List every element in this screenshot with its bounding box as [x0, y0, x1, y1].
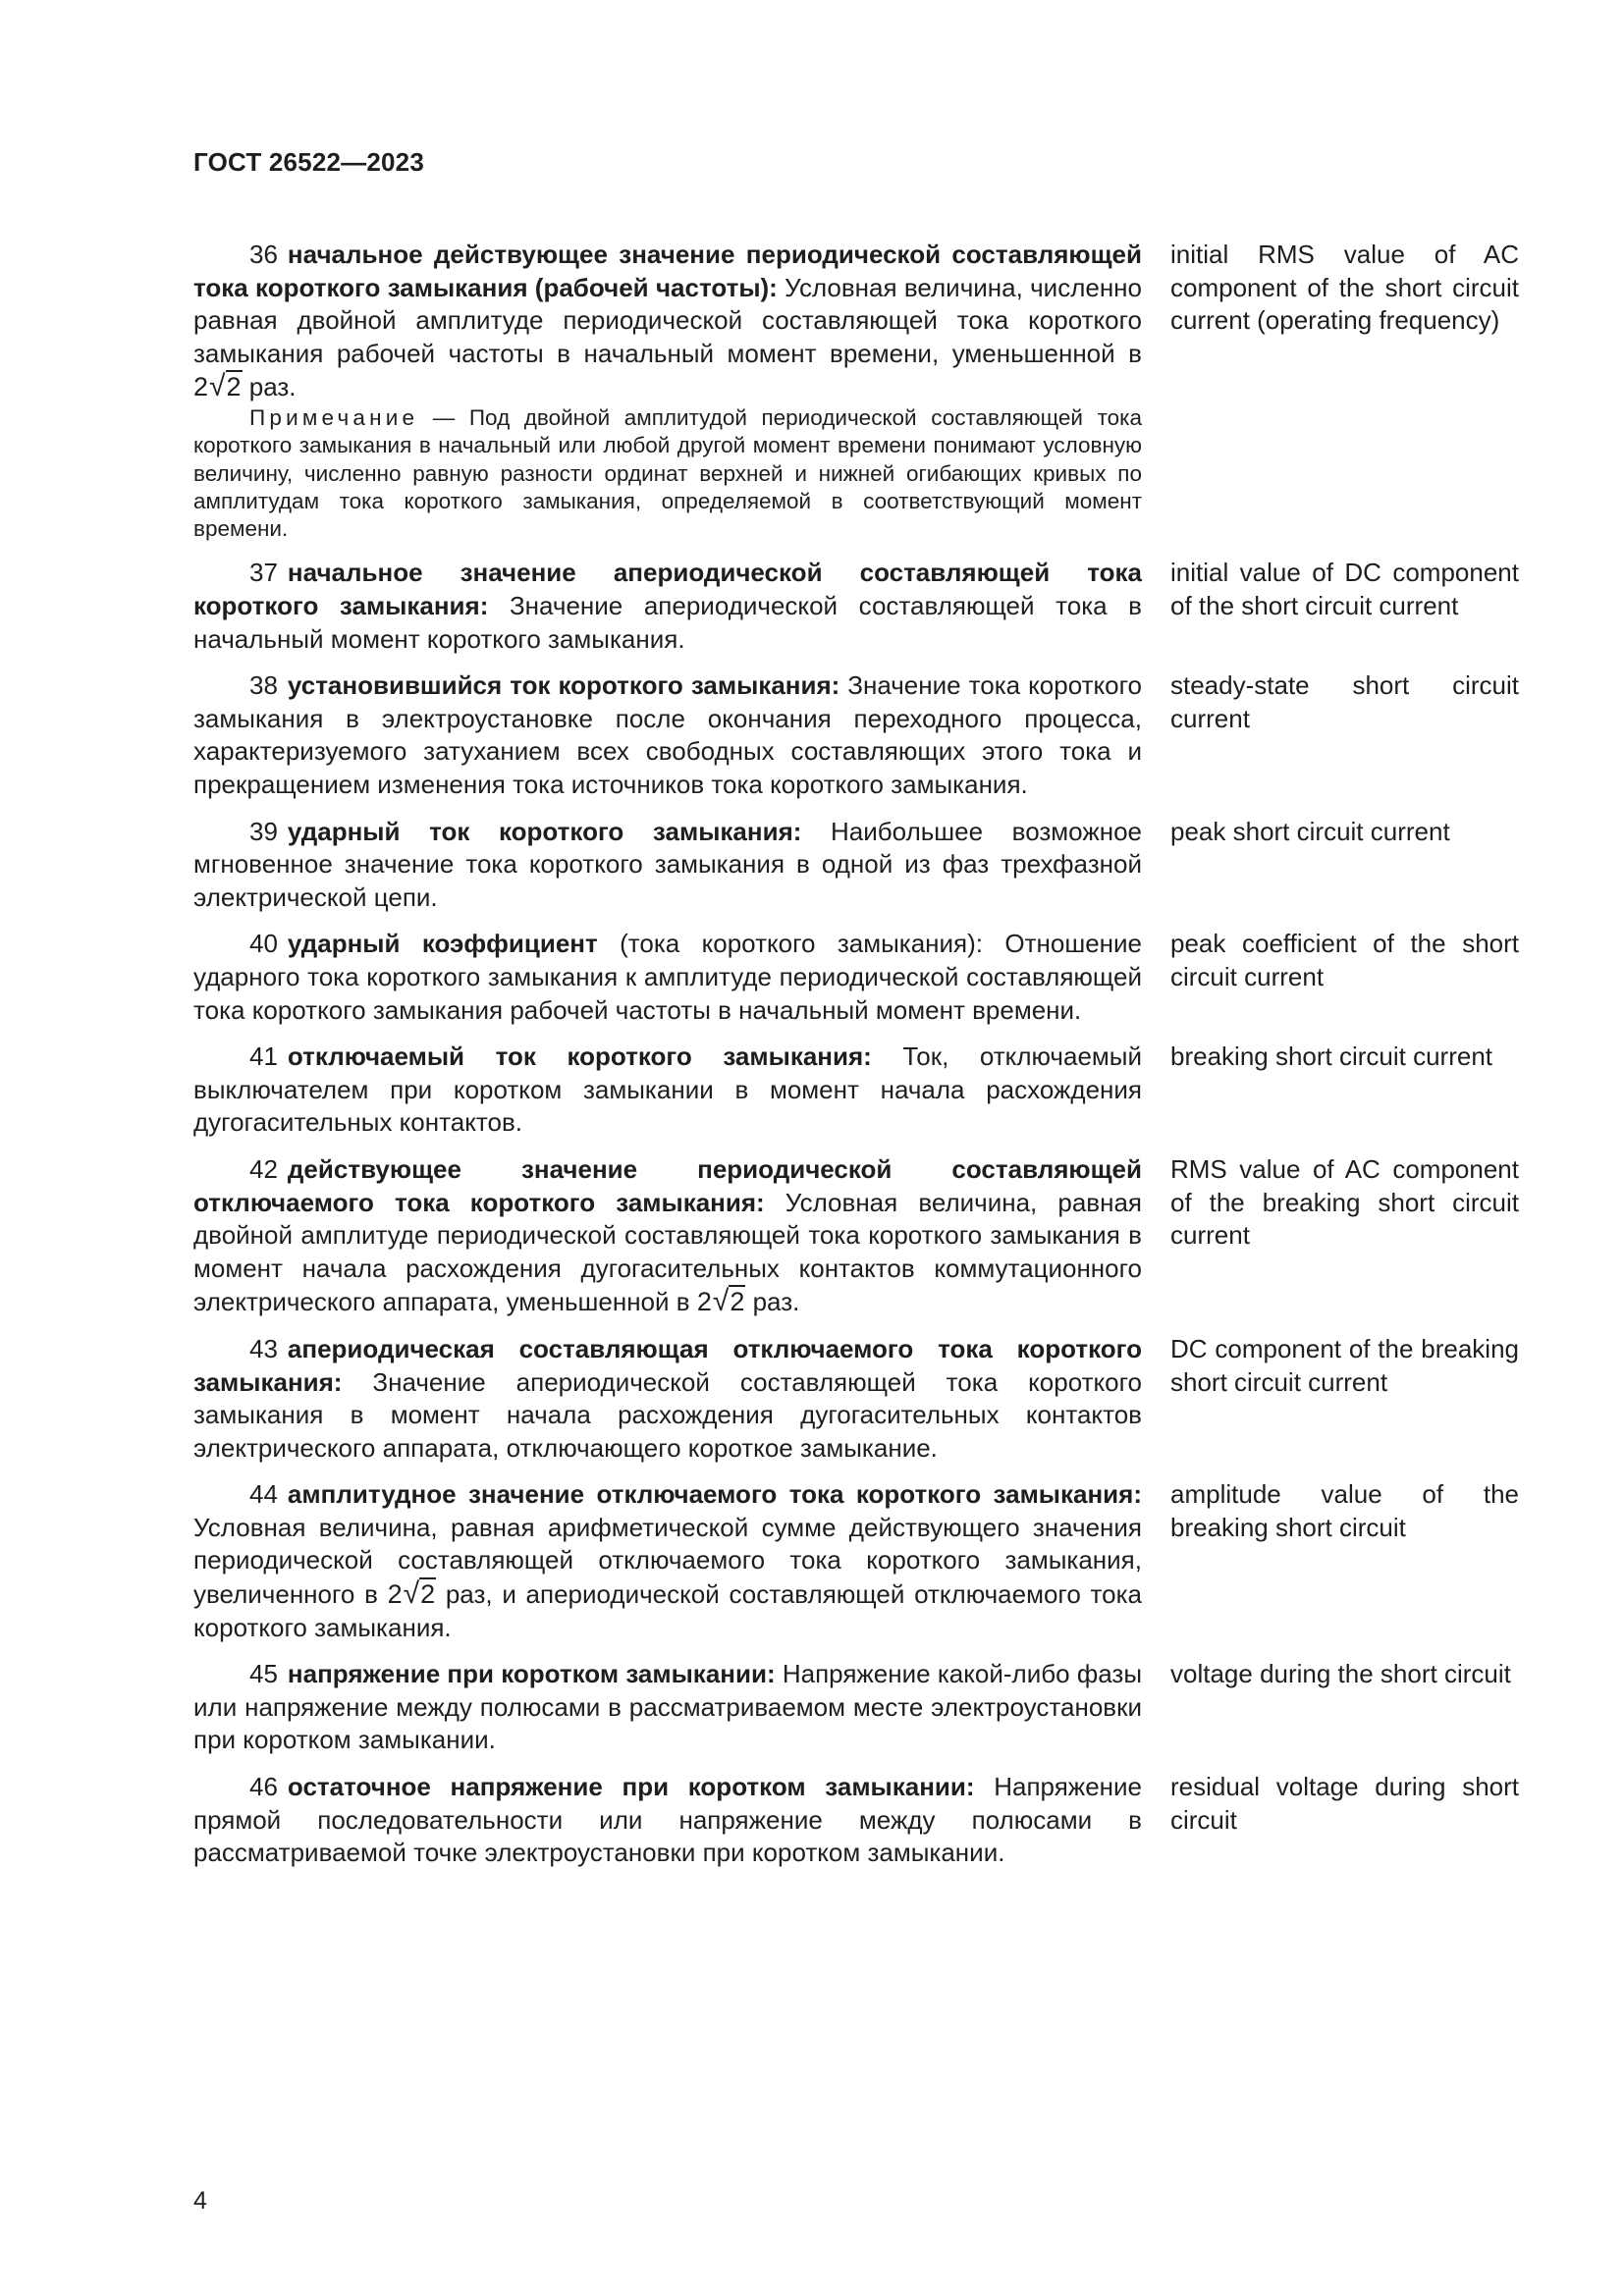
terms-list: [193, 239, 1519, 1884]
term-entry-37: [193, 557, 1519, 656]
page-number: 4: [193, 2187, 207, 2215]
term-name: амплитудное значение отключаемого тока короткого замыкания:: [287, 1479, 1142, 1510]
term-number: 36: [249, 240, 278, 269]
term-name: ударный коэффициент: [287, 929, 598, 959]
term-russian: [193, 669, 1142, 801]
term-number: 42: [249, 1153, 278, 1184]
term-english: voltage during the short circuit: [1170, 1659, 1511, 1689]
term-number: 39: [249, 816, 278, 846]
term-definition: Условная величина, равная двойной амплитуде периодической составляющей тока короткого замыкания в момент начала расхождения дугогасительных контактов коммутационного электрического аппарата, уменьшенной в: [193, 1187, 1142, 1317]
term-entry-45: [193, 1658, 1519, 1757]
term-russian: [193, 1771, 1142, 1870]
term-number: 38: [249, 670, 278, 701]
sqrt-symbol: √: [712, 1285, 730, 1318]
sqrt-symbol: √: [209, 370, 226, 403]
term-definition: Отношение ударного тока короткого замыкания к амплитуде периодической составляющей тока короткого замыкания рабочей частоты в начальный момент времени.: [193, 929, 1142, 1025]
formula-2-sqrt-2: 2√2: [387, 1577, 436, 1611]
term-name: установившийся ток короткого замыкания:: [287, 670, 840, 701]
note-label: Примечание: [249, 404, 419, 430]
term-entry-42: [193, 1153, 1519, 1319]
term-qualifier: (тока короткого замыкания):: [597, 929, 984, 959]
term-definition: Значение тока короткого замыкания в электроустановке после окончания переходного процесса, характеризуемого затуханием всех свободных составляющих этого тока и прекращением изменения тока источников тока короткого замыкания.: [193, 670, 1142, 800]
term-name: остаточное напряжение при коротком замыкании:: [287, 1772, 975, 1802]
term-definition-end: раз.: [745, 1287, 800, 1317]
term-russian: [193, 928, 1142, 1027]
formula-2-sqrt-2: 2√2: [193, 370, 242, 403]
term-english: RMS value of AC component of the breaking short circuit current: [1170, 1153, 1519, 1251]
term-definition: Наибольшее возможное мгновенное значение тока короткого замыкания в одной из фаз трехфазной электрической цепи.: [193, 816, 1142, 912]
term-number: 45: [249, 1659, 278, 1689]
note-text: — Под двойной амплитудой периодической составляющей тока короткого замыкания в начальный или любой другой момент времени понимают условную величину, численно равную разности ординат верхней и нижней огибающих кривых по амплитудам тока короткого замыкания, определяемой в соответствующий момент времени.: [193, 404, 1142, 542]
term-entry-43: [193, 1333, 1519, 1465]
standard-designation: ГОСТ 26522—2023: [193, 147, 424, 177]
term-entry-46: [193, 1771, 1519, 1870]
term-entry-44: [193, 1478, 1519, 1644]
term-english: residual voltage during short circuit: [1170, 1772, 1519, 1835]
term-entry-40: [193, 928, 1519, 1027]
term-russian: [193, 816, 1142, 915]
term-english: DC component of the breaking short circuit current: [1170, 1333, 1519, 1397]
term-name: апериодическая составляющая отключаемого тока короткого замыкания:: [193, 1333, 1142, 1397]
term-russian: [193, 239, 1142, 543]
term-name: начальное действующее значение периодической составляющей тока короткого замыкания (рабочей частоты):: [193, 240, 1142, 302]
term-number: 37: [249, 558, 278, 588]
term-english: steady-state short circuit current: [1170, 670, 1519, 733]
term-entry-39: [193, 816, 1519, 915]
term-definition: Ток, отключаемый выключателем при коротком замыкании в момент начала расхождения дугогасительных контактов.: [193, 1041, 1142, 1138]
term-english: initial value of DC component of the short circuit current: [1170, 558, 1519, 621]
term-number: 40: [249, 929, 278, 959]
term-definition: Напряжение какой-либо фазы или напряжение между полюсами в рассматриваемом месте электроустановки при коротком замыкании.: [193, 1659, 1143, 1755]
term-entry-41: [193, 1041, 1519, 1140]
term-russian: [193, 1658, 1142, 1757]
term-english: breaking short circuit current: [1170, 1041, 1493, 1072]
term-definition-end: раз.: [242, 372, 297, 402]
term-name: ударный ток короткого замыкания:: [287, 816, 802, 846]
sqrt-symbol: √: [403, 1577, 420, 1611]
term-definition: Значение апериодической составляющей тока в начальный момент короткого замыкания.: [193, 591, 1142, 654]
term-definition: Напряжение прямой последовательности или напряжение между полюсами в рассматриваемой точке электроустановки при коротком замыкании.: [193, 1772, 1142, 1868]
term-russian: [193, 1333, 1142, 1465]
term-definition: Условная величина, численно равная двойной амплитуде периодической составляющей тока короткого замыкания рабочей частоты в начальный момент времени, уменьшенной в: [193, 272, 1143, 368]
term-name: начальное значение апериодической составляющей тока короткого замыкания:: [193, 558, 1142, 621]
term-number: 43: [249, 1333, 278, 1363]
term-english: peak short circuit current: [1170, 816, 1450, 846]
term-definition-end: раз, и апериодической составляющей отключаемого тока короткого замыкания.: [193, 1579, 1142, 1642]
term-russian: [193, 1478, 1142, 1644]
term-definition: Условная величина, равная арифметической сумме действующего значения периодической составляющей отключаемого тока короткого замыкания, увеличенного в: [193, 1512, 1142, 1610]
term-number: 41: [249, 1041, 278, 1072]
term-definition: Значение апериодической составляющей тока короткого замыкания в момент начала расхождения дугогасительных контактов электрического аппарата, отключающего короткое замыкание.: [193, 1366, 1142, 1463]
term-number: 46: [249, 1772, 278, 1802]
term-number: 44: [249, 1479, 278, 1510]
term-english: amplitude value of the breaking short circuit: [1170, 1479, 1519, 1542]
term-name: напряжение при коротком замыкании:: [287, 1659, 776, 1689]
term-russian: [193, 1041, 1142, 1140]
note: [193, 404, 1142, 543]
term-entry-38: [193, 669, 1519, 801]
term-entry-36: [193, 239, 1519, 543]
term-english: peak coefficient of the short circuit current: [1170, 929, 1519, 991]
term-name: отключаемый ток короткого замыкания:: [287, 1041, 872, 1072]
term-name: действующее значение периодической составляющей отключаемого тока короткого замыкания:: [193, 1153, 1142, 1217]
term-russian: [193, 557, 1142, 656]
term-english: initial RMS value of AC component of the short circuit current (operating frequency): [1170, 240, 1519, 336]
term-russian: [193, 1153, 1142, 1319]
formula-2-sqrt-2: 2√2: [696, 1285, 745, 1318]
